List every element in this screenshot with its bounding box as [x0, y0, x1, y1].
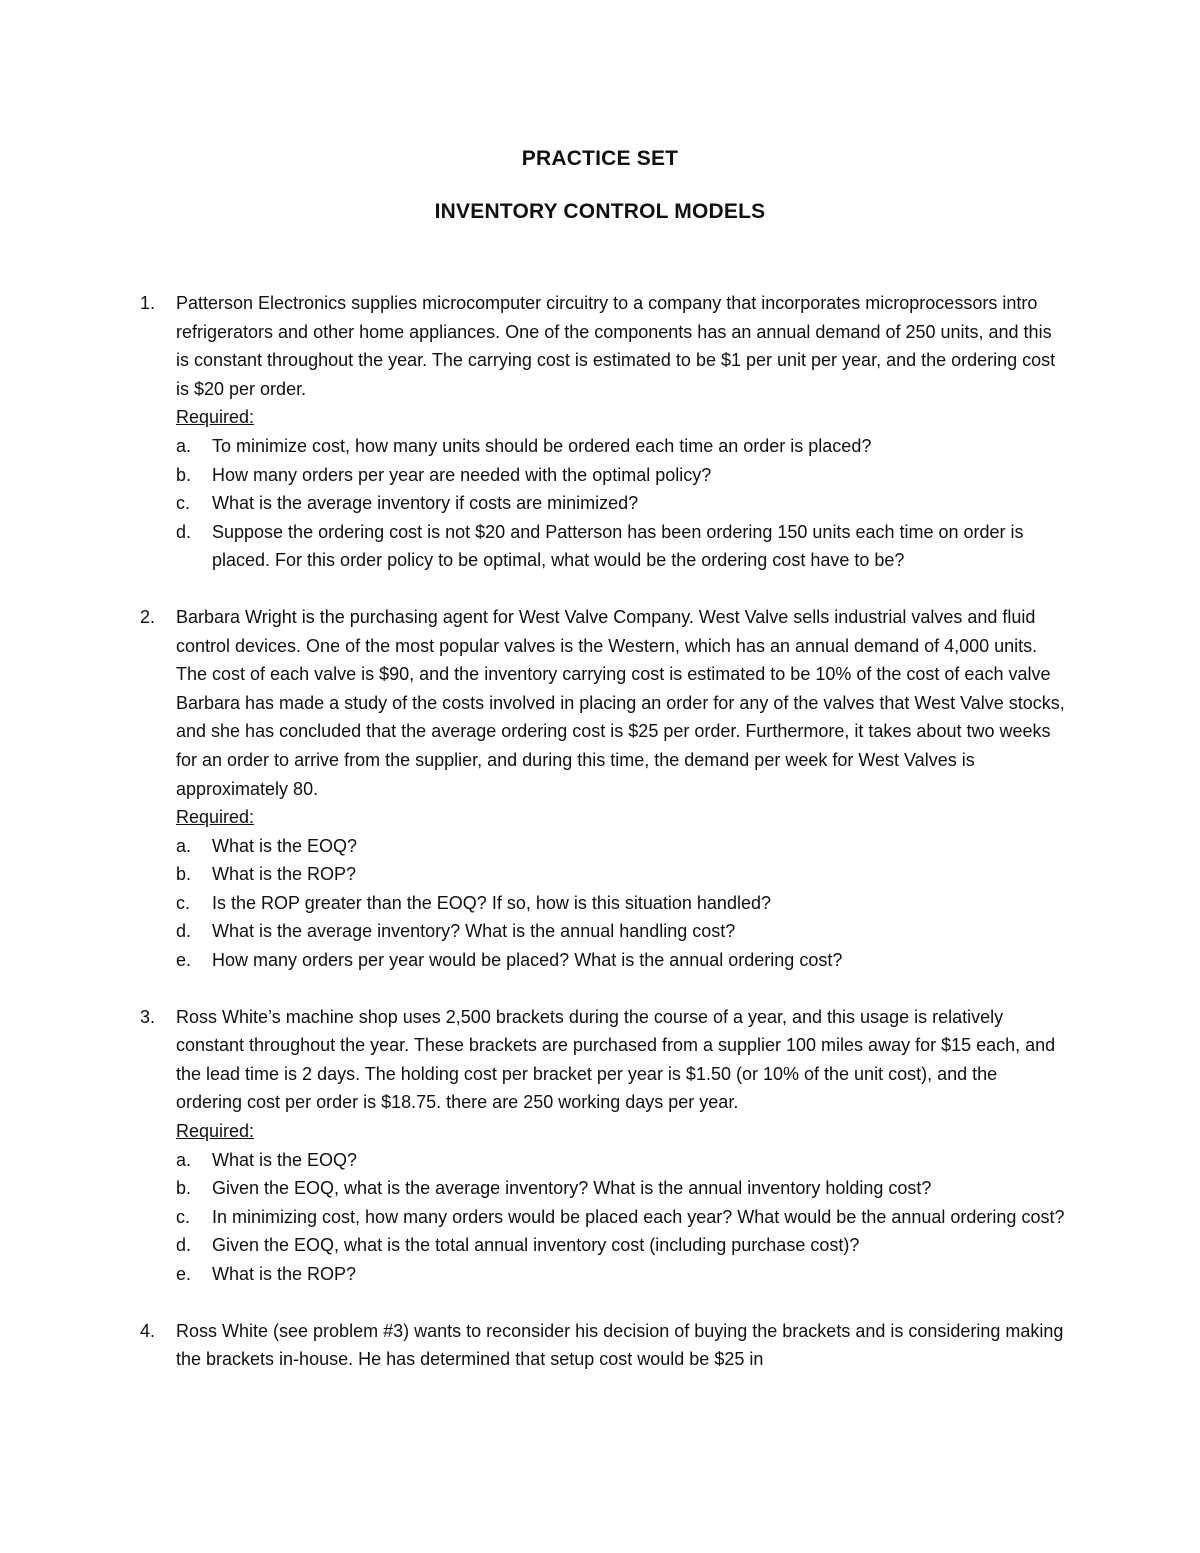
- sub-question-letter: d.: [176, 1235, 192, 1256]
- spacer: [140, 575, 1065, 603]
- sub-question: [176, 1203, 1065, 1232]
- problem-text: Patterson Electronics supplies microcomputer circuitry to a company that incorporates microprocessors intro refrigerators and other home appliances. One of the components has an annual demand of 250 units, and this is constant throughout the year. The carrying cost is estimated to be $1 per unit per year, and the ordering cost is $20 per order.: [176, 293, 1056, 399]
- problem-number: 1.: [140, 293, 156, 313]
- problem-text: Ross White (see problem #3) wants to reconsider his decision of buying the brackets and is considering making the brackets in-house. He has determined that setup cost would be $25 in: [176, 1320, 1064, 1370]
- sub-question-text: What is the ROP?: [212, 864, 357, 885]
- sub-question-letter: b.: [176, 1178, 192, 1199]
- spacer: [140, 975, 1065, 1003]
- sub-question-text: Given the EOQ, what is the total annual inventory cost (including purchase cost)?: [212, 1235, 860, 1256]
- spacer: [140, 1289, 1065, 1317]
- sub-question-letter: d.: [176, 521, 192, 542]
- sub-question: [176, 1146, 1065, 1175]
- sub-question-text: What is the average inventory if costs are minimized?: [212, 493, 639, 514]
- sub-question: [176, 432, 1065, 461]
- sub-question: [176, 860, 1065, 889]
- sub-question-letter: b.: [176, 864, 192, 885]
- sub-question-letter: a.: [176, 435, 192, 456]
- sub-question-text: How many orders per year are needed with the optimal policy?: [212, 464, 712, 485]
- sub-question-letter: d.: [176, 921, 192, 942]
- problem-4: [140, 1317, 1065, 1374]
- sub-question-letter: a.: [176, 835, 192, 856]
- sub-question-text: What is the EOQ?: [212, 835, 358, 856]
- sub-question: [176, 832, 1065, 861]
- sub-question-letter: c.: [176, 493, 191, 514]
- document-title: PRACTICE SET: [521, 147, 679, 170]
- sub-question: [176, 518, 1065, 575]
- sub-question-text: What is the EOQ?: [212, 1149, 358, 1170]
- sub-question-text: How many orders per year would be placed? What is the annual ordering cost?: [212, 950, 843, 971]
- sub-question-text: Is the ROP greater than the EOQ? If so, how is this situation handled?: [212, 892, 771, 913]
- sub-question: [176, 1231, 1065, 1260]
- sub-question-text: In minimizing cost, how many orders would be placed each year? What would be the annual ordering cost?: [212, 1206, 1065, 1227]
- problem-number: 4.: [140, 1320, 156, 1341]
- sub-question-text: To minimize cost, how many units should be ordered each time an order is placed?: [212, 435, 872, 456]
- sub-question: [176, 461, 1065, 490]
- sub-question-letter: c.: [176, 892, 191, 913]
- problem-text: Barbara Wright is the purchasing agent for West Valve Company. West Valve sells industrial valves and fluid control devices. One of the most popular valves is the Western, which has an annual demand of 4,000 units. The cost of each valve is $90, and the inventory carrying cost is estimated to be 10% of the cost of each valve Barbara has made a study of the costs involved in placing an order for any of the valves that West Valve stocks, and she has concluded that the average ordering cost is $25 per order. Furthermore, it takes about two weeks for an order to arrive from the supplier, and during this time, the demand per week for West Valves is approximately 80.: [176, 606, 1065, 799]
- required-label: Required:: [176, 1121, 255, 1142]
- problem-list: [140, 289, 1065, 1374]
- problem-number: 3.: [140, 1006, 156, 1027]
- sub-question-letter: e.: [176, 950, 192, 971]
- problem-3: [140, 1003, 1065, 1289]
- problem-1: [140, 289, 1065, 575]
- sub-question: [176, 946, 1065, 975]
- sub-question-list: [176, 1146, 1065, 1289]
- required-label: Required:: [176, 807, 255, 828]
- sub-question: [176, 917, 1065, 946]
- sub-question: [176, 489, 1065, 518]
- sub-question-letter: a.: [176, 1149, 192, 1170]
- problem-2: [140, 603, 1065, 975]
- document-subtitle: INVENTORY CONTROL MODELS: [434, 200, 766, 223]
- problem-text: Ross White’s machine shop uses 2,500 brackets during the course of a year, and this usage is relatively constant throughout the year. These brackets are purchased from a supplier 100 miles away for $15 each, and the lead time is 2 days. The holding cost per bracket per year is $1.50 (or 10% of the unit cost), and the ordering cost per order is $18.75. there are 250 working days per year.: [176, 1006, 1056, 1113]
- sub-question-text: What is the ROP?: [212, 1264, 357, 1284]
- required-label: Required:: [176, 407, 255, 428]
- sub-question-text: What is the average inventory? What is the annual handling cost?: [212, 921, 736, 942]
- sub-question: [176, 1260, 1065, 1289]
- sub-question-letter: b.: [176, 464, 192, 485]
- sub-question: [176, 1174, 1065, 1203]
- problem-number: 2.: [140, 606, 156, 627]
- sub-question-list: [176, 432, 1065, 575]
- sub-question-text: Given the EOQ, what is the average inventory? What is the annual inventory holding cost?: [212, 1178, 932, 1199]
- sub-question-text: Suppose the ordering cost is not $20 and Patterson has been ordering 150 units each time on order is placed. For this order policy to be optimal, what would be the ordering cost have to be?: [212, 521, 1024, 571]
- sub-question-letter: e.: [176, 1264, 192, 1284]
- sub-question: [176, 889, 1065, 918]
- sub-question-letter: c.: [176, 1206, 191, 1227]
- sub-question-list: [176, 832, 1065, 975]
